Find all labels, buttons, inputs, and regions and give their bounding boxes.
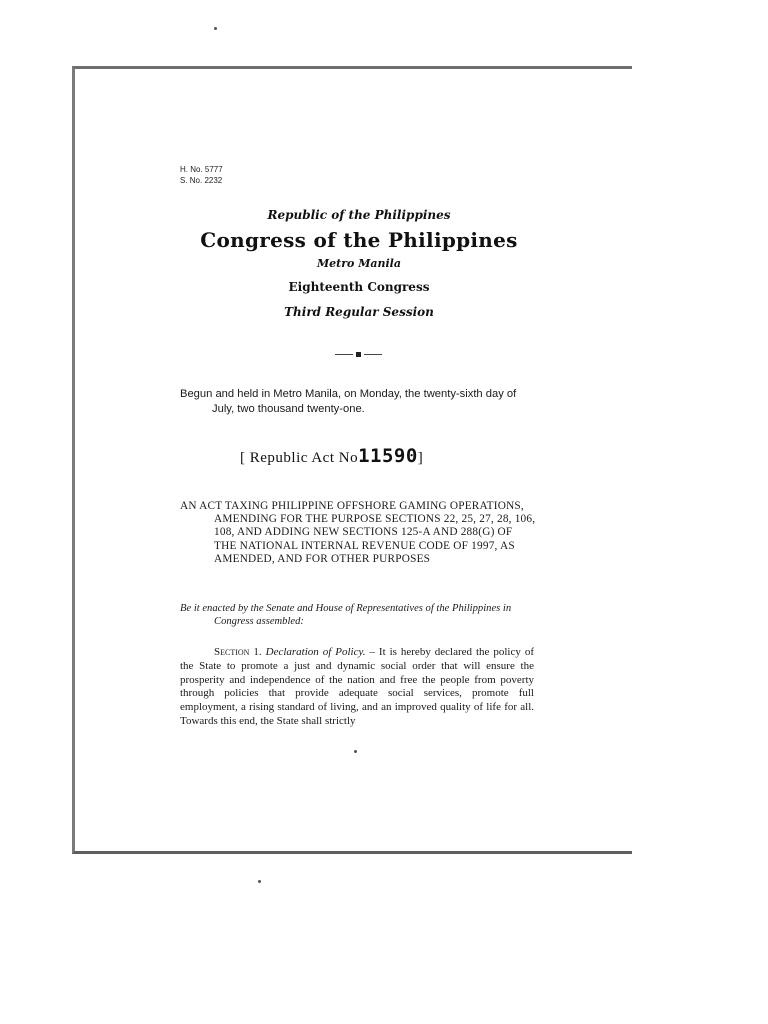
scan-speck [354, 750, 357, 753]
scan-speck [214, 27, 217, 30]
act-title-suffix: ] [417, 450, 424, 466]
section-body: – It is hereby declared the policy of the State to promote a just and dynamic social order that will ensure the prosperity and independence of the nation and free the people from poverty through policies that provide adequate social services, promote full employment, a rising standard of living, and an improved quality of life for all. Towards this end, the State shall strictly [180, 646, 534, 727]
section-one-paragraph [180, 646, 534, 729]
section-label: Section 1. [214, 646, 262, 658]
act-number: 11590 [358, 445, 418, 467]
ornamental-divider [330, 353, 386, 355]
congress-heading: Congress of the Philippines [200, 228, 518, 252]
begun-statement: Begun and held in Metro Manila, on Monday, the twenty-sixth day of July, two thousand twenty-one. [180, 388, 517, 415]
act-description: AN ACT TAXING PHILIPPINE OFFSHORE GAMING OPERATIONS, AMENDING FOR THE PURPOSE SECTIONS 22, 25, 27, 28, 106, 108, AND ADDING NEW SECTIONS 125-A AND 288(G) OF THE NATIONAL INTERNAL REVENUE CODE OF 1997, AS AMENDED, AND FOR OTHER PURPOSES [180, 500, 536, 565]
act-title [240, 445, 423, 467]
congress-number-heading: Eighteenth Congress [288, 280, 430, 294]
session-heading: Third Regular Session [284, 305, 434, 319]
enacting-clause: Be it enacted by the Senate and House of Representatives of the Philippines in Congress assembled: [180, 603, 512, 627]
republic-heading: Republic of the Philippines [267, 208, 451, 222]
scan-speck [258, 880, 261, 883]
house-bill-number: H. No. 5777 [180, 165, 223, 174]
section-heading: Declaration of Policy. [265, 646, 366, 658]
act-title-prefix: [ Republic Act No [240, 450, 359, 466]
senate-bill-number: S. No. 2232 [180, 176, 223, 185]
location-heading: Metro Manila [316, 257, 401, 270]
